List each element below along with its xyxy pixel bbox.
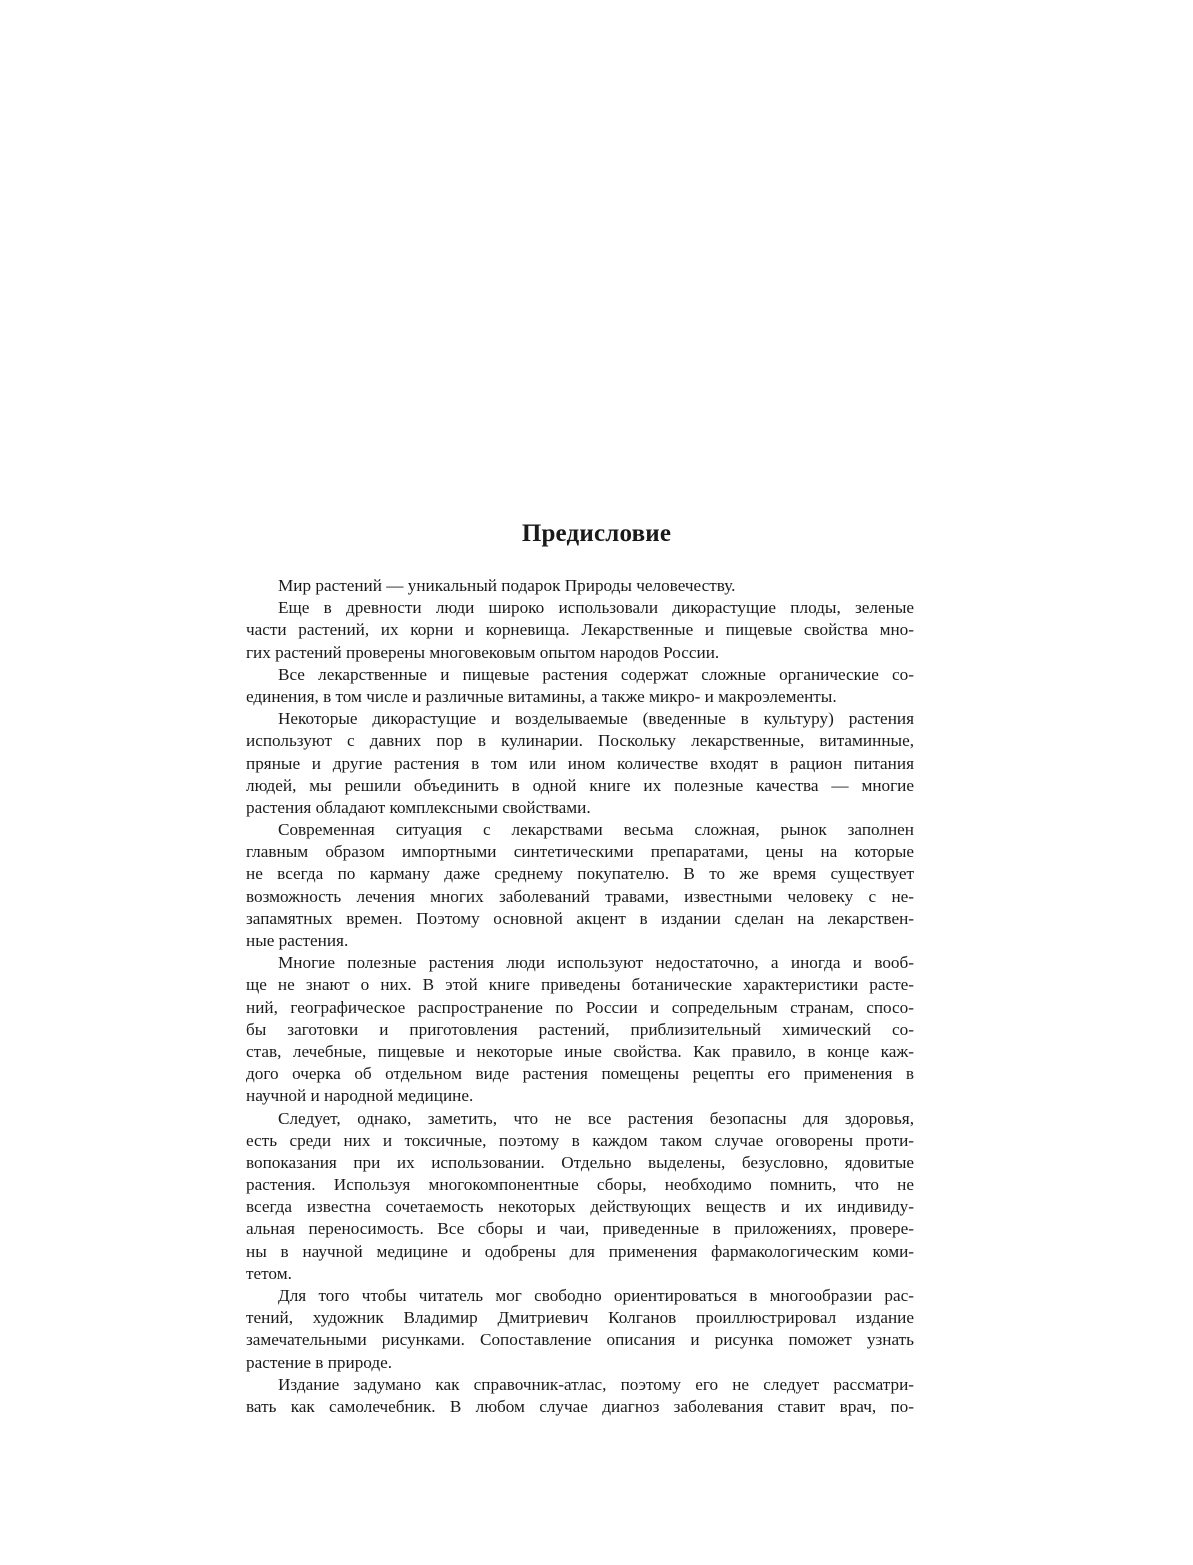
text-line: вать как самолечебник. В любом случае диагноз заболевания ставит врач, по- (246, 1396, 914, 1416)
text-line: Некоторые дикорастущие и возделываемые (введенные в культуру) растения (278, 709, 914, 729)
text-line: Многие полезные растения люди используют недостаточно, а иногда и вооб- (278, 953, 914, 973)
text-line: используют с давних пор в кулинарии. Поскольку лекарственные, витаминные, (246, 731, 914, 751)
text-line: замечательными рисунками. Сопоставление описания и рисунка поможет узнать (246, 1330, 914, 1350)
text-line: тетом. (246, 1263, 292, 1283)
text-line: став, лечебные, пищевые и некоторые иные свойства. Как правило, в конце каж- (246, 1041, 914, 1061)
text-line: пряные и другие растения в том или ином количестве входят в рацион питания (246, 753, 914, 773)
text-line: научной и народной медицине. (246, 1086, 474, 1106)
text-line: дого очерка об отдельном виде растения помещены рецепты его применения в (246, 1064, 914, 1084)
text-line: ны в научной медицине и одобрены для применения фармакологическим коми- (246, 1241, 914, 1261)
text-line: запамятных времен. Поэтому основной акцент в издании сделан на лекарствен- (246, 908, 914, 928)
text-line: Современная ситуация с лекарствами весьма сложная, рынок заполнен (278, 820, 914, 840)
text-line: гих растений проверены многовековым опытом народов России. (246, 642, 720, 662)
page-title: Предисловие (521, 520, 672, 547)
text-line: растения обладают комплексными свойствами. (246, 797, 591, 817)
text-line: ще не знают о них. В этой книге приведены ботанические характеристики расте- (246, 975, 914, 995)
text-line: растение в природе. (246, 1352, 393, 1372)
text-line: не всегда по карману даже среднему покупателю. В то же время существует (246, 864, 914, 884)
preface-body (246, 575, 914, 1418)
text-line: ний, географическое распространение по России и сопредельным странам, спосо- (246, 997, 914, 1017)
text-line: Для того чтобы читатель мог свободно ориентироваться в многообразии рас- (278, 1286, 914, 1305)
text-line: возможность лечения многих заболеваний травами, известными человеку с не- (246, 886, 914, 906)
text-line: альная переносимость. Все сборы и чаи, приведенные в приложениях, провере- (246, 1219, 914, 1239)
text-line: Издание задумано как справочник-атлас, поэтому его не следует рассматри- (278, 1374, 914, 1394)
text-line: растения. Используя многокомпонентные сборы, необходимо помнить, что не (246, 1175, 914, 1195)
text-line: главным образом импортными синтетическими препаратами, цены на которые (246, 842, 914, 862)
text-line: Еще в древности люди широко использовали дикорастущие плоды, зеленые (278, 598, 914, 618)
text-line: ные растения. (246, 931, 349, 950)
text-line: людей, мы решили объединить в одной книге их полезные качества — многие (246, 775, 914, 795)
text-line: единения, в том числе и различные витамины, а также микро- и макроэлементы. (246, 686, 837, 706)
text-line: Мир растений — уникальный подарок Природы человечеству. (278, 576, 736, 595)
text-line: есть среди них и токсичные, поэтому в каждом таком случае оговорены проти- (246, 1130, 914, 1150)
text-line: части растений, их корни и корневища. Лекарственные и пищевые свойства мно- (246, 620, 914, 640)
text-line: вопоказания при их использовании. Отдельно выделены, безусловно, ядовитые (246, 1152, 914, 1172)
text-line: тений, художник Владимир Дмитриевич Колганов проиллюстрировал издание (246, 1308, 914, 1328)
text-line: всегда известна сочетаемость некоторых действующих веществ и их индивиду- (246, 1197, 914, 1217)
text-line: бы заготовки и приготовления растений, приблизительный химический со- (246, 1019, 914, 1039)
text-line: Следует, однако, заметить, что не все растения безопасны для здоровья, (278, 1108, 914, 1128)
text-line: Все лекарственные и пищевые растения содержат сложные органические со- (278, 664, 914, 684)
